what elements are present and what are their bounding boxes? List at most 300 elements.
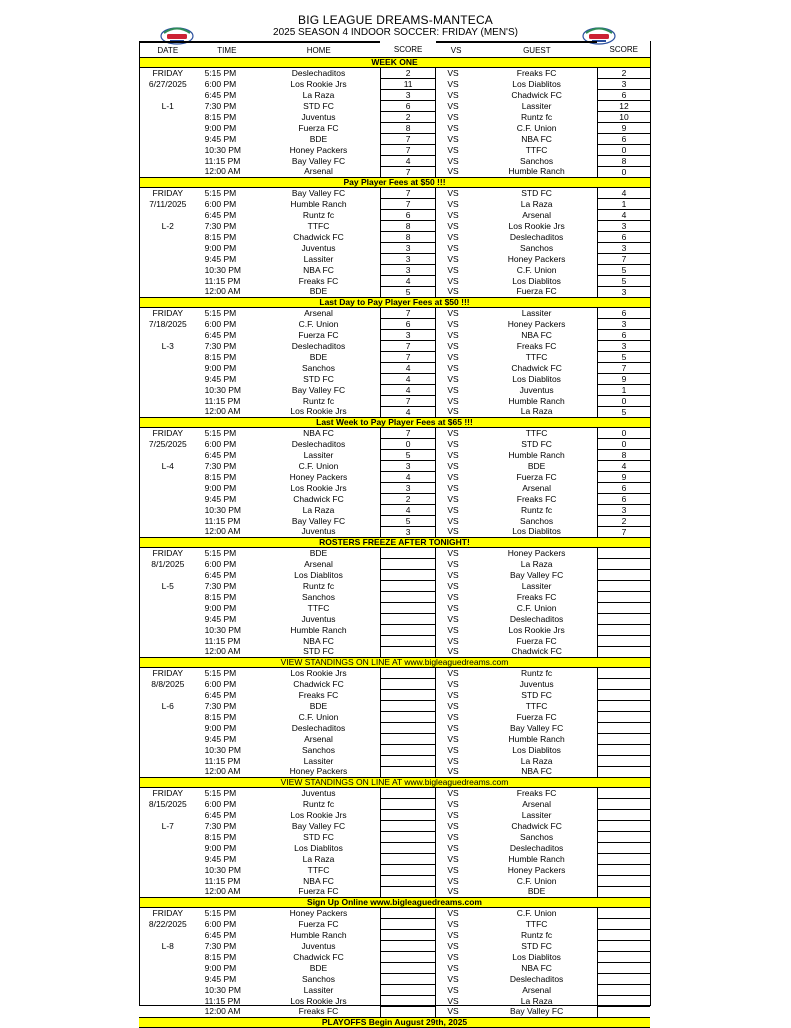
- guest-team: Freaks FC: [516, 340, 557, 351]
- versus-label: VS: [447, 286, 459, 297]
- guest-score: [597, 843, 650, 854]
- versus-label: VS: [447, 689, 459, 700]
- game-date: 8/15/2025: [148, 798, 187, 809]
- home-score: [380, 734, 436, 745]
- guest-score: [597, 941, 650, 952]
- week-banner: VIEW STANDINGS ON LINE AT www.bigleaguedreams.com: [139, 658, 650, 668]
- game-time: 6:45 PM: [204, 569, 237, 580]
- home-team: Los Rookie Jrs: [290, 78, 347, 89]
- schedule-sheet: [139, 41, 650, 1028]
- home-team: BDE: [309, 351, 328, 362]
- guest-team: TTFC: [525, 351, 548, 362]
- guest-team: C.F. Union: [516, 907, 557, 918]
- game-row: [139, 745, 650, 756]
- game-time: 7:30 PM: [204, 700, 237, 711]
- game-row: [139, 679, 650, 690]
- guest-team: Deslechaditos: [509, 613, 564, 624]
- game-time: 5:15 PM: [204, 787, 237, 798]
- home-score: [380, 647, 436, 658]
- versus-label: VS: [447, 820, 459, 831]
- home-score: 7: [380, 134, 436, 145]
- home-score: [380, 592, 436, 603]
- guest-team: Lassiter: [521, 809, 552, 820]
- home-team: BDE: [309, 547, 328, 558]
- date-cell: [139, 156, 197, 167]
- guest-score: 4: [597, 210, 650, 221]
- game-date: 7/25/2025: [148, 438, 187, 449]
- guest-team: Runtz fc: [521, 111, 553, 122]
- guest-team: Runtz fc: [521, 667, 553, 678]
- game-row: [139, 265, 650, 276]
- versus-label: VS: [447, 351, 459, 362]
- home-score: 2: [380, 68, 436, 79]
- guest-team: Los Diablitos: [512, 744, 561, 755]
- game-day: FRIDAY: [152, 427, 184, 438]
- game-row: [139, 167, 650, 178]
- game-time: 6:00 PM: [204, 918, 237, 929]
- guest-team: Bay Valley FC: [509, 569, 564, 580]
- guest-score: [597, 647, 650, 658]
- home-score: 7: [380, 396, 436, 407]
- versus-label: VS: [447, 449, 459, 460]
- guest-score: [597, 919, 650, 930]
- guest-team: Honey Packers: [507, 864, 566, 875]
- date-cell: [139, 287, 197, 298]
- guest-score: 12: [597, 101, 650, 112]
- week-code: L-3: [161, 340, 174, 351]
- home-score: 7: [380, 167, 436, 178]
- game-row: [139, 985, 650, 996]
- guest-score: [597, 745, 650, 756]
- guest-team: TTFC: [525, 144, 548, 155]
- game-time: 12:00 AM: [204, 406, 241, 417]
- home-team: Runtz fc: [302, 580, 335, 591]
- home-score: 8: [380, 123, 436, 134]
- guest-team: Arsenal: [522, 482, 552, 493]
- game-time: 10:30 PM: [204, 384, 241, 395]
- guest-team: STD FC: [521, 438, 552, 449]
- guest-score: 7: [597, 527, 650, 538]
- guest-team: La Raza: [520, 755, 553, 766]
- game-row: [139, 494, 650, 505]
- home-team: Bay Valley FC: [291, 384, 346, 395]
- guest-team: Chadwick FC: [511, 362, 562, 373]
- game-time: 5:15 PM: [204, 427, 237, 438]
- home-score: 3: [380, 527, 436, 538]
- guest-score: 9: [597, 374, 650, 385]
- guest-score: [597, 690, 650, 701]
- home-score: 4: [380, 363, 436, 374]
- game-day: FRIDAY: [152, 907, 184, 918]
- game-time: 9:00 PM: [204, 842, 237, 853]
- game-time: 10:30 PM: [204, 984, 241, 995]
- guest-score: [597, 625, 650, 636]
- date-cell: [139, 887, 197, 898]
- guest-score: 3: [597, 341, 650, 352]
- guest-score: 2: [597, 516, 650, 527]
- game-row: [139, 1007, 650, 1018]
- home-score: [380, 876, 436, 887]
- guest-team: Los Diablitos: [512, 275, 561, 286]
- home-team: Fuerza FC: [298, 886, 339, 897]
- game-time: 9:45 PM: [204, 613, 237, 624]
- game-date: 6/27/2025: [148, 78, 187, 89]
- guest-team: Fuerza FC: [516, 471, 557, 482]
- guest-team: Arsenal: [522, 798, 552, 809]
- guest-score: 3: [597, 243, 650, 254]
- guest-team: Los Diablitos: [512, 373, 561, 384]
- guest-team: BDE: [527, 886, 546, 897]
- game-row: [139, 308, 650, 319]
- home-team: Arsenal: [304, 558, 333, 569]
- game-time: 12:00 AM: [204, 1006, 241, 1017]
- playoffs-banner: PLAYOFFS Begin August 29th, 2025: [139, 1018, 650, 1028]
- game-time: 10:30 PM: [204, 744, 241, 755]
- guest-team: STD FC: [521, 689, 552, 700]
- versus-label: VS: [447, 482, 459, 493]
- game-time: 11:15 PM: [204, 755, 241, 766]
- game-row: [139, 581, 650, 592]
- home-team: La Raza: [302, 504, 335, 515]
- home-score: 7: [380, 308, 436, 319]
- col-date: DATE: [139, 42, 197, 58]
- guest-score: 8: [597, 450, 650, 461]
- game-row: [139, 712, 650, 723]
- versus-label: VS: [447, 133, 459, 144]
- guest-team: Runtz fc: [521, 504, 553, 515]
- game-row: [139, 963, 650, 974]
- home-team: Bay Valley FC: [291, 820, 346, 831]
- game-row: [139, 352, 650, 363]
- home-score: [380, 930, 436, 941]
- guest-team: Bay Valley FC: [509, 1006, 564, 1017]
- game-row: [139, 319, 650, 330]
- game-time: 7:30 PM: [204, 460, 237, 471]
- guest-score: [597, 788, 650, 799]
- home-score: [380, 679, 436, 690]
- game-time: 6:45 PM: [204, 89, 237, 100]
- versus-label: VS: [447, 613, 459, 624]
- game-row: [139, 919, 650, 930]
- guest-team: Honey Packers: [507, 547, 566, 558]
- date-cell: [139, 625, 197, 636]
- home-team: Arsenal: [304, 166, 333, 177]
- versus-label: VS: [447, 864, 459, 875]
- game-time: 9:45 PM: [204, 133, 237, 144]
- home-team: Arsenal: [304, 733, 333, 744]
- game-time: 9:00 PM: [204, 122, 237, 133]
- versus-label: VS: [447, 166, 459, 177]
- home-team: Sanchos: [301, 973, 336, 984]
- date-cell: [139, 1007, 197, 1018]
- date-cell: [139, 690, 197, 701]
- versus-label: VS: [447, 624, 459, 635]
- game-row: [139, 908, 650, 919]
- week-code: L-2: [161, 220, 174, 231]
- date-cell: [139, 450, 197, 461]
- home-team: Humble Ranch: [290, 929, 347, 940]
- home-score: 4: [380, 156, 436, 167]
- home-team: Juventus: [301, 787, 336, 798]
- game-time: 9:45 PM: [204, 493, 237, 504]
- home-score: 6: [380, 101, 436, 112]
- home-score: 3: [380, 483, 436, 494]
- home-team: Los Rookie Jrs: [290, 406, 347, 417]
- home-score: 5: [380, 516, 436, 527]
- home-score: 8: [380, 232, 436, 243]
- guest-team: Humble Ranch: [508, 166, 565, 177]
- guest-score: [597, 548, 650, 559]
- game-time: 11:15 PM: [204, 395, 241, 406]
- versus-label: VS: [447, 1006, 459, 1017]
- game-row: [139, 690, 650, 701]
- versus-label: VS: [447, 307, 459, 318]
- versus-label: VS: [447, 766, 459, 777]
- home-score: [380, 810, 436, 821]
- game-row: [139, 527, 650, 538]
- week-banner-row: [139, 778, 650, 788]
- home-team: TTFC: [307, 864, 330, 875]
- home-team: Los Rookie Jrs: [290, 995, 347, 1006]
- home-team: Deslechaditos: [291, 722, 346, 733]
- game-row: [139, 810, 650, 821]
- game-row: [139, 887, 650, 898]
- date-cell: [139, 396, 197, 407]
- date-cell: [139, 483, 197, 494]
- game-time: 9:00 PM: [204, 242, 237, 253]
- game-time: 10:30 PM: [204, 504, 241, 515]
- game-row: [139, 941, 650, 952]
- home-score: [380, 974, 436, 985]
- game-time: 8:15 PM: [204, 231, 237, 242]
- home-team: BDE: [309, 962, 328, 973]
- home-score: [380, 832, 436, 843]
- versus-label: VS: [447, 187, 459, 198]
- versus-label: VS: [447, 362, 459, 373]
- guest-score: 2: [597, 68, 650, 79]
- versus-label: VS: [447, 198, 459, 209]
- week-banner: Last Day to Pay Player Fees at $50 !!!: [139, 298, 650, 308]
- game-row: [139, 548, 650, 559]
- guest-team: La Raza: [520, 406, 553, 417]
- game-time: 12:00 AM: [204, 766, 241, 777]
- guest-score: [597, 756, 650, 767]
- game-time: 11:15 PM: [204, 275, 241, 286]
- game-date: 7/18/2025: [148, 318, 187, 329]
- game-time: 9:00 PM: [204, 602, 237, 613]
- versus-label: VS: [447, 744, 459, 755]
- guest-score: [597, 985, 650, 996]
- versus-label: VS: [447, 318, 459, 329]
- game-time: 6:45 PM: [204, 929, 237, 940]
- game-row: [139, 199, 650, 210]
- guest-score: [597, 559, 650, 570]
- versus-label: VS: [447, 78, 459, 89]
- home-score: [380, 756, 436, 767]
- home-score: 3: [380, 330, 436, 341]
- guest-score: [597, 723, 650, 734]
- versus-label: VS: [447, 329, 459, 340]
- date-cell: [139, 243, 197, 254]
- game-day: FRIDAY: [152, 187, 184, 198]
- guest-score: [597, 701, 650, 712]
- versus-label: VS: [447, 798, 459, 809]
- week-banner: WEEK ONE: [139, 58, 650, 68]
- versus-label: VS: [447, 591, 459, 602]
- week-code: L-7: [161, 820, 174, 831]
- game-row: [139, 396, 650, 407]
- versus-label: VS: [447, 209, 459, 220]
- guest-score: 5: [597, 407, 650, 418]
- guest-score: [597, 996, 650, 1007]
- home-team: Runtz fc: [302, 798, 335, 809]
- col-home-score: SCORE: [393, 45, 423, 54]
- week-banner-row: [139, 538, 650, 548]
- guest-score: [597, 810, 650, 821]
- home-score: 7: [380, 428, 436, 439]
- home-team: Honey Packers: [289, 766, 348, 777]
- game-time: 7:30 PM: [204, 340, 237, 351]
- home-team: Bay Valley FC: [291, 515, 346, 526]
- game-row: [139, 123, 650, 134]
- versus-label: VS: [447, 111, 459, 122]
- home-team: Sanchos: [301, 744, 336, 755]
- game-row: [139, 472, 650, 483]
- home-team: Bay Valley FC: [291, 155, 346, 166]
- home-team: Deslechaditos: [291, 438, 346, 449]
- home-team: Juventus: [301, 613, 336, 624]
- game-date: 8/22/2025: [148, 918, 187, 929]
- footer-banner-row: [139, 1018, 650, 1028]
- guest-team: Los Diablitos: [512, 951, 561, 962]
- game-time: 6:00 PM: [204, 798, 237, 809]
- versus-label: VS: [447, 853, 459, 864]
- date-cell: [139, 603, 197, 614]
- game-time: 8:15 PM: [204, 111, 237, 122]
- home-team: Freaks FC: [298, 689, 339, 700]
- guest-score: [597, 712, 650, 723]
- page-title: BIG LEAGUE DREAMS-MANTECA: [297, 13, 494, 27]
- versus-label: VS: [447, 122, 459, 133]
- game-time: 5:15 PM: [204, 667, 237, 678]
- guest-team: Los Diablitos: [512, 78, 561, 89]
- home-team: Los Rookie Jrs: [290, 809, 347, 820]
- guest-score: [597, 614, 650, 625]
- col-time: TIME: [197, 42, 258, 58]
- game-row: [139, 854, 650, 865]
- game-time: 6:45 PM: [204, 209, 237, 220]
- date-cell: [139, 254, 197, 265]
- home-score: [380, 559, 436, 570]
- guest-score: 8: [597, 156, 650, 167]
- game-time: 5:15 PM: [204, 67, 237, 78]
- guest-score: 6: [597, 232, 650, 243]
- game-time: 8:15 PM: [204, 471, 237, 482]
- home-team: Freaks FC: [298, 1006, 339, 1017]
- date-cell: [139, 90, 197, 101]
- date-cell: [139, 385, 197, 396]
- date-cell: [139, 210, 197, 221]
- game-row: [139, 101, 650, 112]
- home-score: 8: [380, 221, 436, 232]
- versus-label: VS: [447, 264, 459, 275]
- date-cell: [139, 472, 197, 483]
- date-cell: [139, 112, 197, 123]
- game-date: 7/11/2025: [149, 198, 187, 209]
- guest-score: 6: [597, 90, 650, 101]
- home-team: La Raza: [302, 89, 335, 100]
- home-score: 7: [380, 199, 436, 210]
- guest-score: [597, 1007, 650, 1018]
- versus-label: VS: [447, 493, 459, 504]
- versus-label: VS: [447, 569, 459, 580]
- home-score: 3: [380, 90, 436, 101]
- guest-team: Humble Ranch: [508, 449, 565, 460]
- game-row: [139, 734, 650, 745]
- game-time: 5:15 PM: [204, 187, 237, 198]
- game-row: [139, 79, 650, 90]
- guest-score: 6: [597, 494, 650, 505]
- versus-label: VS: [447, 231, 459, 242]
- date-cell: [139, 876, 197, 887]
- game-time: 6:00 PM: [204, 198, 237, 209]
- date-cell: [139, 745, 197, 756]
- home-score: [380, 712, 436, 723]
- week-banner-row: [139, 898, 650, 908]
- home-score: 4: [380, 385, 436, 396]
- game-time: 10:30 PM: [204, 864, 241, 875]
- guest-score: [597, 963, 650, 974]
- game-time: 6:00 PM: [204, 78, 237, 89]
- guest-team: Honey Packers: [507, 318, 566, 329]
- game-row: [139, 516, 650, 527]
- versus-label: VS: [447, 787, 459, 798]
- game-time: 7:30 PM: [204, 100, 237, 111]
- date-cell: [139, 527, 197, 538]
- versus-label: VS: [447, 635, 459, 646]
- game-time: 6:00 PM: [204, 558, 237, 569]
- date-cell: [139, 505, 197, 516]
- home-score: 3: [380, 243, 436, 254]
- guest-score: [597, 592, 650, 603]
- guest-team: Freaks FC: [516, 67, 557, 78]
- guest-team: TTFC: [525, 427, 548, 438]
- versus-label: VS: [447, 973, 459, 984]
- date-cell: [139, 832, 197, 843]
- guest-team: TTFC: [525, 700, 548, 711]
- game-time: 6:45 PM: [204, 689, 237, 700]
- home-score: [380, 581, 436, 592]
- home-team: BDE: [309, 286, 328, 297]
- date-cell: [139, 352, 197, 363]
- home-team: Lassiter: [303, 984, 334, 995]
- home-score: [380, 985, 436, 996]
- game-row: [139, 996, 650, 1007]
- guest-score: [597, 734, 650, 745]
- guest-score: 0: [597, 439, 650, 450]
- guest-team: Chadwick FC: [511, 820, 562, 831]
- home-team: Fuerza FC: [298, 918, 339, 929]
- game-time: 6:00 PM: [204, 438, 237, 449]
- game-time: 6:45 PM: [204, 449, 237, 460]
- guest-score: 1: [597, 199, 650, 210]
- home-team: Los Diablitos: [294, 842, 343, 853]
- game-time: 8:15 PM: [204, 351, 237, 362]
- guest-team: Fuerza FC: [516, 711, 557, 722]
- home-team: Los Diablitos: [294, 569, 343, 580]
- week-banner: ROSTERS FREEZE AFTER TONIGHT!: [139, 538, 650, 548]
- home-team: STD FC: [303, 373, 334, 384]
